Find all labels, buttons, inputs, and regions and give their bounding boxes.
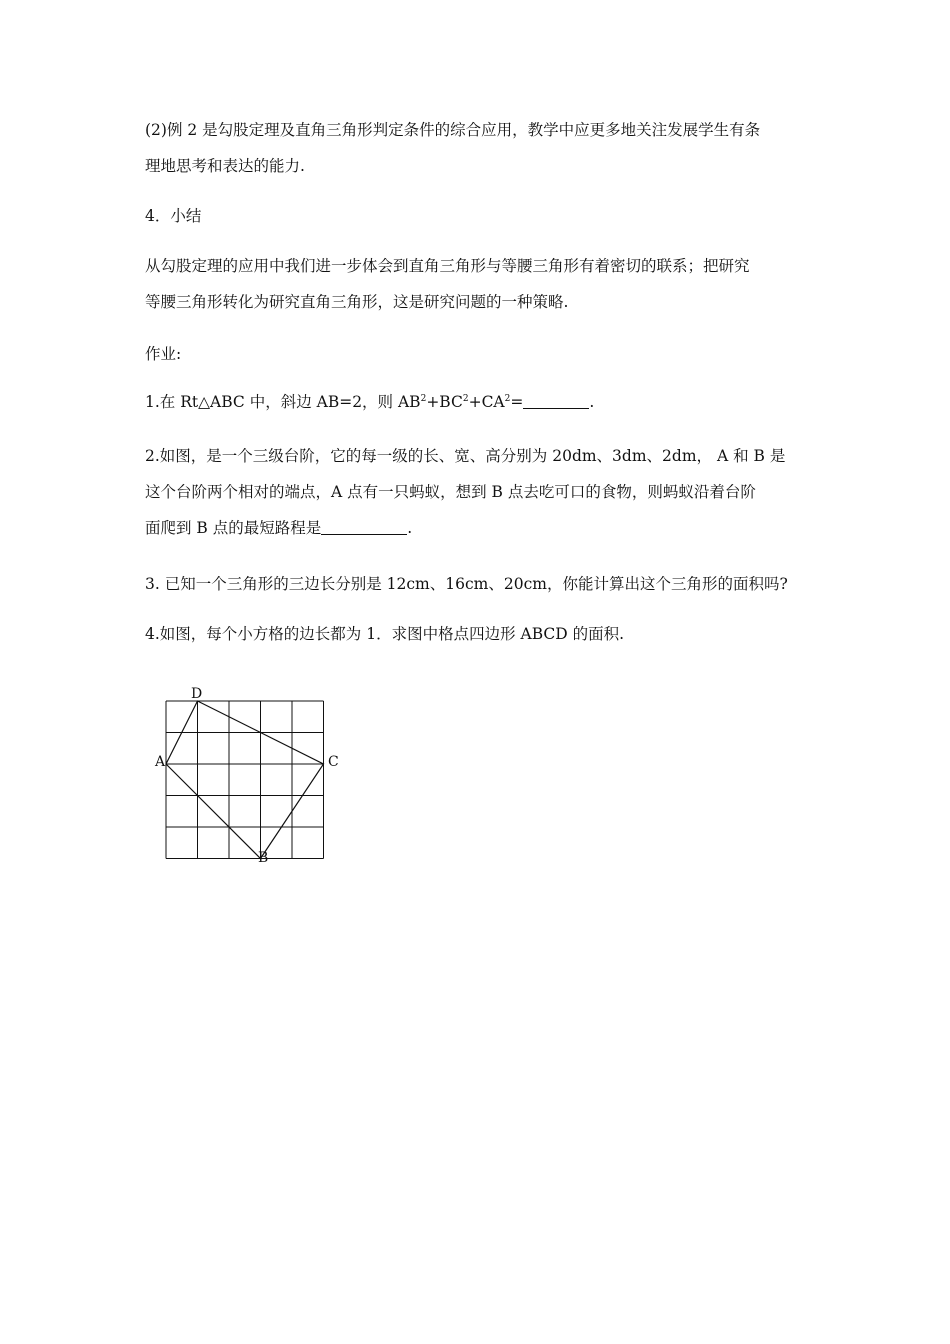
summary-line-2: 等腰三角形转化为研究直角三角形，这是研究问题的一种策略. [145,293,569,311]
note-line-2: 理地思考和表达的能力. [145,157,305,175]
q1-equals: = [510,393,524,411]
label-b: B [258,850,269,866]
q2-line-1: 2.如图，是一个三级台阶，它的每一级的长、宽、高分别为 20dm、3dm、2dm， A 和 B 是 [145,447,786,465]
q1-exponent-2: 2 [462,394,469,404]
label-c: C [328,754,339,770]
q1-answer-blank [523,394,589,409]
summary-paragraph [145,248,825,320]
label-a: A [155,754,166,770]
q1-period: . [589,393,595,411]
homework-question-1 [145,384,825,420]
homework-question-2 [145,438,825,546]
homework-heading: 作业: [145,345,182,363]
summary-line-1: 从勾股定理的应用中我们进一步体会到直角三角形与等腰三角形有着密切的联系；把研究 [145,257,750,275]
q1-text-bc: +BC [426,393,463,411]
q2-line-3: 面爬到 B 点的最短路程是 [145,519,322,537]
teaching-note-paragraph [145,112,825,184]
q1-exponent-3: 2 [504,394,511,404]
homework-question-4: 4.如图，每个小方格的边长都为 1．求图中格点四边形 ABCD 的面积. [145,625,625,643]
q2-answer-blank [321,520,407,535]
q2-period: . [407,519,413,537]
quadrilateral-abcd [166,701,324,859]
q1-text: 1.在 Rt△ABC 中，斜边 AB=2，则 AB [145,393,421,411]
summary-heading: 4．小结 [145,207,202,225]
q1-text-ca: +CA [468,393,505,411]
q1-exponent-1: 2 [420,394,427,404]
homework-question-3: 3. 已知一个三角形的三边长分别是 12cm、16cm、20cm，你能计算出这个三角形的面积吗? [145,575,788,593]
label-d: D [191,686,203,702]
note-line-1: (2)例 2 是勾股定理及直角三角形判定条件的综合应用，教学中应更多地关注发展学生有条 [145,121,761,139]
q2-line-2: 这个台阶两个相对的端点，A 点有一只蚂蚁，想到 B 点去吃可口的食物，则蚂蚁沿着台阶 [145,483,756,501]
grid-quadrilateral-figure [140,675,360,875]
